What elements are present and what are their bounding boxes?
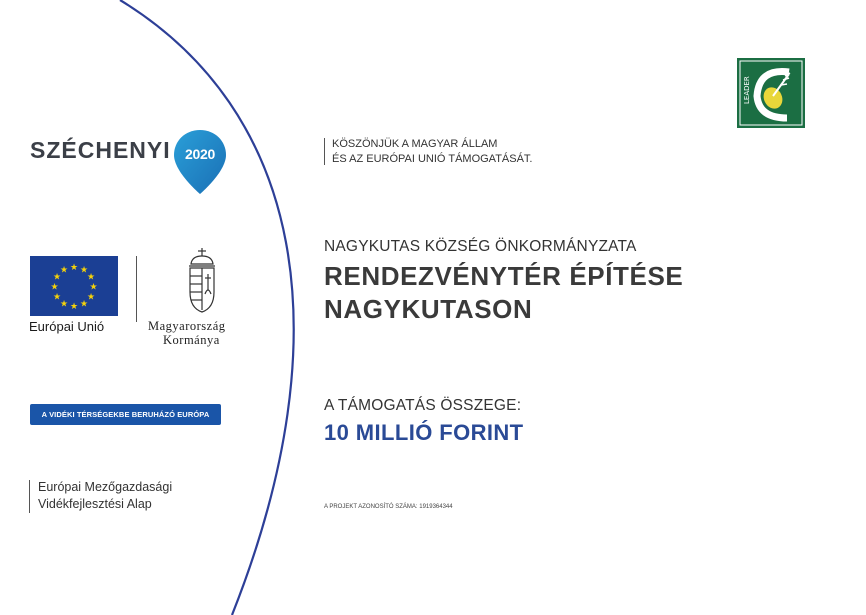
svg-text:★: ★ <box>69 302 79 312</box>
government-name-line2: Kormánya <box>163 333 220 347</box>
svg-text:★: ★ <box>50 282 59 293</box>
svg-text:★: ★ <box>79 299 89 310</box>
svg-text:★: ★ <box>86 292 96 303</box>
fund-name-line2: Vidékfejlesztési Alap <box>38 497 152 511</box>
rural-europe-banner: A VIDÉKI TÉRSÉGEKBE BERUHÁZÓ EURÓPA <box>30 404 221 425</box>
logo-divider <box>136 256 137 322</box>
svg-text:★: ★ <box>86 272 96 283</box>
support-amount-value: 10 MILLIÓ FORINT <box>324 420 524 445</box>
project-id: A PROJEKT AZONOSÍTÓ SZÁMA: 1919364344 <box>324 504 453 510</box>
svg-text:★: ★ <box>59 265 69 276</box>
beneficiary-name: NAGYKUTAS KÖZSÉG ÖNKORMÁNYZATA <box>324 238 637 255</box>
map-pin-icon <box>172 128 228 196</box>
svg-text:LEADER: LEADER <box>743 76 751 104</box>
svg-text:★: ★ <box>59 299 69 310</box>
thanks-line1: KÖSZÖNJÜK A MAGYAR ÁLLAM <box>332 138 498 150</box>
hungarian-coat-of-arms-icon <box>182 246 222 316</box>
government-name-line1: Magyarország <box>148 319 226 333</box>
fund-name-line1: Európai Mezőgazdasági <box>38 480 173 494</box>
svg-text:★: ★ <box>52 292 62 303</box>
thanks-line2: ÉS AZ EURÓPAI UNIÓ TÁMOGATÁSÁT. <box>332 153 533 165</box>
thanks-divider <box>324 138 325 165</box>
fund-divider <box>29 480 30 513</box>
svg-text:★: ★ <box>69 263 79 273</box>
project-title-line2: NAGYKUTASON <box>324 294 533 324</box>
support-amount-label: A TÁMOGATÁS ÖSSZEGE: <box>324 397 522 414</box>
svg-text:★: ★ <box>79 265 89 276</box>
szechenyi-logo-text: SZÉCHENYI <box>30 137 171 163</box>
project-title-line1: RENDEZVÉNYTÉR ÉPÍTÉSE <box>324 261 684 291</box>
svg-text:★: ★ <box>52 272 62 283</box>
leader-logo-icon <box>737 58 805 128</box>
eu-flag-icon <box>30 256 118 316</box>
svg-text:★: ★ <box>89 282 98 293</box>
szechenyi-year: 2020 <box>185 146 215 162</box>
eu-label: Európai Unió <box>29 319 105 334</box>
